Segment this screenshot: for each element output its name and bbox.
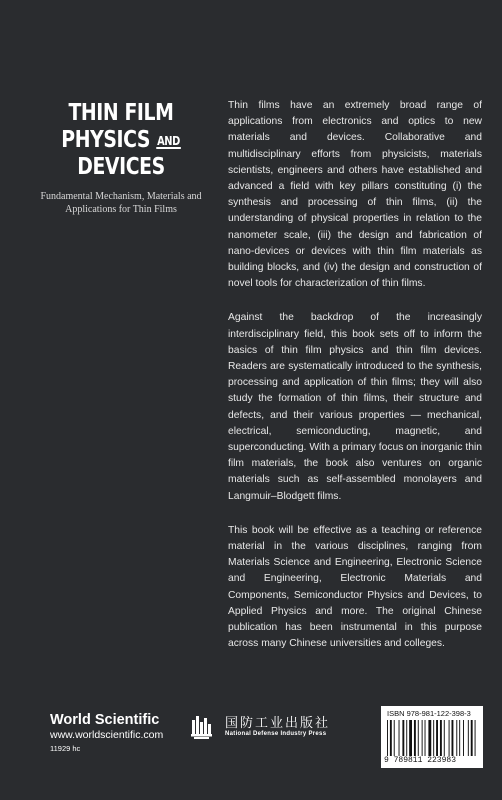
title-word-physics: PHYSICS: [61, 127, 151, 153]
blurb-paragraph-2: Against the backdrop of the increasingly interdisciplinary field, this book sets off to inform the basics of thin film physics and thin film devices. Readers are systematically introduced to the synthesis, processing and application of thin films; they will also study the formation of thin films, their structure and defects, and their various properties — mechanical, electrical, semiconducting, magnetic, and superconducting. With a primary focus on inorganic thin film materials, the book also ventures on organic materials such as self-assembled monolayers and Langmuir–Blodgett films.: [228, 312, 482, 502]
publisher-name: World Scientific: [50, 712, 160, 728]
book-subtitle: Fundamental Mechanism, Materials and Applications for Thin Films: [40, 191, 202, 215]
isbn-barcode: [381, 706, 483, 768]
title-line-3: DEVICES: [77, 154, 165, 180]
title-line-2: [51, 127, 190, 154]
blurb-paragraph-1: Thin films have an extremely broad range of applications from electronics and optics to new materials and devices. Collaborative and multidisciplinary efforts from physicists, materials scientists, engineers and others have established and advanced a field with key pillars constituting (i) the synthesis and processing of thin films, (ii) the understanding of physical properties in relation to the nanometer scale, (iii) the design and fabrication of nano-devices or devices with thin film materials as building blocks, and (iv) the design and construction of novel tools for characterization of thin films.: [228, 100, 482, 290]
publisher-block: [50, 712, 163, 754]
book-title-block: [36, 100, 206, 216]
publisher-url: www.worldscientific.com: [50, 729, 164, 741]
barcode-digits: 9 789811 223983: [384, 756, 457, 765]
copublisher-english-name: National Defense Industry Press: [225, 731, 327, 737]
blurb-paragraph-3: This book will be effective as a teaching or reference material in the various disciplines, ranging from Materials Science and Engineering, Electronic Science and Engineering, Electronic Materials and Components, Semiconductor Physics and Devices, to Applied Physics and more. The original Chinese publication has been instrumental in this purpose across many Chinese universities and colleges.: [228, 524, 482, 650]
ndip-logo-icon: [190, 714, 214, 740]
back-cover-blurb: [228, 98, 482, 671]
copublisher-chinese-name: 国防工业出版社: [225, 716, 331, 731]
publisher-code: 11929 hc: [50, 744, 81, 753]
barcode-bars: [387, 720, 477, 756]
isbn-number: ISBN 978-981-122-398-3: [387, 709, 471, 718]
title-word-and: AND: [157, 134, 180, 148]
title-line-1: THIN FILM: [68, 100, 174, 126]
